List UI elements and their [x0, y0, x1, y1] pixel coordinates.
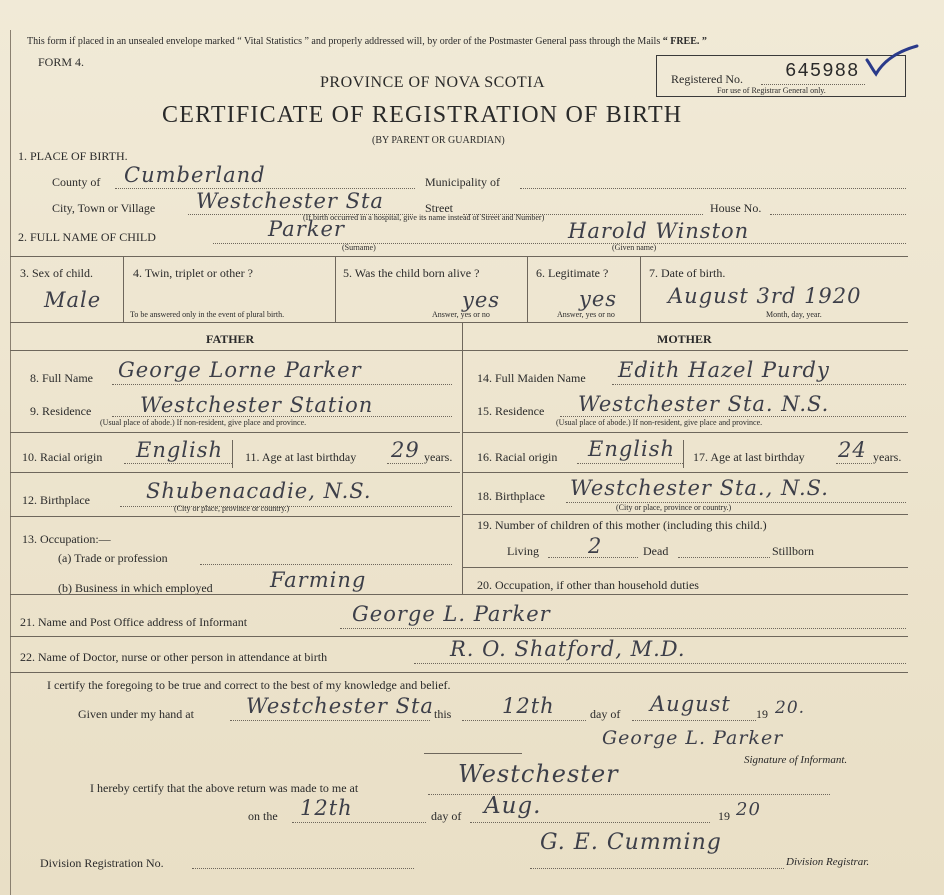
mother-rule-4 [462, 567, 908, 568]
child-given-name: Harold Winston [568, 219, 750, 243]
father-racial-line [124, 463, 232, 464]
registrar-dayof-label: day of [431, 809, 462, 823]
father-residence-caption: (Usual place of abode.) If non-resident, give place and province. [100, 418, 307, 427]
mother-racial-label: 16. Racial origin [477, 450, 558, 464]
living-label: Living [507, 544, 539, 558]
given-year-value: 20. [775, 698, 806, 718]
informant-line [340, 628, 906, 629]
registrar-signature: G. E. Cumming [540, 830, 722, 855]
given-place-line [230, 720, 430, 721]
business-value: Farming [270, 568, 367, 592]
dob-caption: Month, day, year. [766, 310, 822, 319]
dob-value: August 3rd 1920 [668, 284, 862, 308]
street-label: Street [425, 201, 453, 215]
stillborn-label: Stillborn [772, 544, 815, 558]
legitimate-caption: Answer, yes or no [557, 310, 615, 319]
business-label: (b) Business in which employed [58, 581, 213, 595]
mother-rule-2 [462, 472, 908, 473]
informant-label: 21. Name and Post Office address of Informant [20, 615, 248, 629]
mother-rule-1 [462, 432, 908, 433]
father-age-line [387, 463, 423, 464]
certificate-title: CERTIFICATE OF REGISTRATION OF BIRTH [162, 102, 683, 128]
city-value: Westchester Sta [196, 189, 384, 213]
doctor-value: R. O. Shatford, M.D. [450, 637, 686, 661]
father-birthplace-value: Shubenacadie, N.S. [146, 479, 372, 503]
father-racial-divider [232, 440, 233, 468]
registrar-year-value: 20 [736, 799, 761, 820]
informant-value: George L. Parker [352, 602, 551, 626]
row-bottom-rule [10, 322, 908, 323]
mother-residence-value: Westchester Sta. N.S. [578, 392, 830, 416]
col-rule-1 [123, 256, 124, 322]
mother-residence-caption: (Usual place of abode.) If non-resident, give place and province. [556, 418, 763, 427]
place-of-birth-label: 1. PLACE OF BIRTH. [18, 149, 128, 163]
division-registration-line [192, 868, 414, 869]
born-alive-caption: Answer, yes or no [432, 310, 490, 319]
child-name-line [213, 243, 906, 244]
hospital-note: (If birth occurred in a hospital, give its name instead of Street and Number) [303, 213, 545, 222]
mother-birthplace-value: Westchester Sta., N.S. [570, 476, 829, 500]
father-years: years. [424, 450, 453, 464]
doctor-rule [10, 672, 908, 673]
mother-name-line [612, 384, 906, 385]
postal-notice-free: “ FREE. ” [662, 36, 707, 47]
given-place-value: Westchester Sta [246, 694, 434, 718]
father-residence-value: Westchester Station [140, 393, 374, 417]
children-count-label: 19. Number of children of this mother (including this child.) [477, 518, 767, 532]
registered-line [761, 84, 865, 85]
mother-residence-label: 15. Residence [477, 404, 545, 418]
trade-label: (a) Trade or profession [58, 551, 168, 565]
twin-note: To be answered only in the event of plural birth. [130, 310, 285, 319]
father-age-label: 11. Age at last birthday [245, 450, 357, 464]
left-border [10, 30, 11, 895]
col-rule-4 [640, 256, 641, 322]
mother-rule-3 [462, 514, 908, 515]
heading-rule [10, 350, 908, 351]
mother-residence-line [560, 416, 906, 417]
mother-occupation-label: 20. Occupation, if other than household duties [477, 578, 699, 592]
col-rule-3 [527, 256, 528, 322]
registrar-month-value: Aug. [484, 793, 542, 819]
mother-heading: MOTHER [657, 332, 712, 346]
given-day-value: 12th [502, 694, 555, 718]
living-value: 2 [588, 534, 603, 558]
county-value: Cumberland [124, 163, 266, 187]
dead-label: Dead [643, 544, 669, 558]
dead-line [678, 557, 770, 558]
registrar-signature-line [530, 868, 784, 869]
mother-years: years. [873, 450, 902, 464]
given-month-line [632, 720, 756, 721]
father-birthplace-label: 12. Birthplace [22, 493, 90, 507]
informant-signature: George L. Parker [602, 727, 784, 749]
registrar-day-value: 12th [300, 796, 353, 820]
certificate-subtitle: (BY PARENT OR GUARDIAN) [372, 135, 505, 146]
mother-name-value: Edith Hazel Purdy [618, 358, 830, 382]
father-heading: FATHER [206, 332, 255, 346]
registrar-place-value: Westchester [458, 760, 619, 788]
born-alive-label: 5. Was the child born alive ? [343, 266, 480, 280]
short-rule [424, 753, 522, 754]
child-surname: Parker [268, 217, 345, 241]
county-label: County of [52, 175, 101, 189]
certify-statement: I certify the foregoing to be true and correct to the best of my knowledge and belief. [47, 678, 451, 692]
doctor-label: 22. Name of Doctor, nurse or other person in attendance at birth [20, 650, 328, 664]
form-number: FORM 4. [38, 55, 85, 69]
province-heading: PROVINCE OF NOVA SCOTIA [320, 74, 546, 91]
father-racial-value: English [136, 438, 224, 462]
registered-note: For use of Registrar General only. [717, 86, 826, 95]
row-top-rule [10, 256, 908, 257]
section-rule [10, 594, 908, 595]
postal-notice-text: This form if placed in an unsealed envelope marked “ Vital Statistics ” and properly addressed will, by order of the Postmaster General pass through the Mails [27, 36, 661, 47]
father-birthplace-caption: (City or place, province or country.) [174, 504, 290, 513]
child-name-label: 2. FULL NAME OF CHILD [18, 230, 156, 244]
trade-line [200, 564, 452, 565]
father-residence-label: 9. Residence [30, 404, 92, 418]
mother-name-label: 14. Full Maiden Name [477, 371, 586, 385]
center-divider [462, 322, 463, 594]
division-registrar-caption: Division Registrar. [786, 856, 870, 868]
registrar-statement: I hereby certify that the above return was made to me at [90, 781, 359, 795]
given-under-label: Given under my hand at [78, 707, 194, 721]
given-dayof-label: day of [590, 707, 621, 721]
doctor-line [414, 663, 906, 664]
given-year-prefix: 19 [756, 707, 768, 721]
mother-racial-line [577, 463, 683, 464]
father-age-value: 29 [391, 438, 420, 462]
registrar-month-line [470, 822, 710, 823]
mother-age-line [836, 463, 872, 464]
father-rule-3 [10, 516, 460, 517]
sex-value: Male [44, 288, 102, 312]
municipality-line [520, 188, 906, 189]
born-alive-value: yes [462, 288, 501, 312]
father-rule-2 [10, 472, 460, 473]
house-label: House No. [710, 201, 762, 215]
given-name-caption: (Given name) [612, 243, 657, 252]
mother-racial-divider [683, 440, 684, 468]
checkmark-icon [865, 44, 925, 84]
postal-notice [27, 35, 707, 49]
mother-age-label: 17. Age at last birthday [693, 450, 805, 464]
dob-label: 7. Date of birth. [649, 266, 726, 280]
registrar-on-label: on the [248, 809, 278, 823]
mother-birthplace-caption: (City or place, province or country.) [616, 503, 732, 512]
division-registration-label: Division Registration No. [40, 856, 164, 870]
registered-number-box [656, 55, 906, 97]
father-racial-label: 10. Racial origin [22, 450, 103, 464]
informant-signature-caption: Signature of Informant. [744, 754, 848, 766]
registrar-year-prefix: 19 [718, 809, 730, 823]
father-name-value: George Lorne Parker [118, 358, 362, 382]
surname-caption: (Surname) [342, 243, 376, 252]
given-month-value: August [650, 692, 731, 716]
father-name-label: 8. Full Name [30, 371, 93, 385]
mother-birthplace-label: 18. Birthplace [477, 489, 545, 503]
registered-number: 645988 [785, 60, 860, 82]
given-day-line [462, 720, 586, 721]
mother-age-value: 24 [838, 438, 867, 462]
father-name-line [112, 384, 452, 385]
legitimate-label: 6. Legitimate ? [536, 266, 609, 280]
legitimate-value: yes [579, 287, 618, 311]
occupation-label: 13. Occupation:— [22, 532, 111, 546]
twin-label: 4. Twin, triplet or other ? [133, 266, 253, 280]
father-rule-1 [10, 432, 460, 433]
col-rule-2 [335, 256, 336, 322]
sex-label: 3. Sex of child. [20, 266, 93, 280]
mother-racial-value: English [588, 437, 676, 461]
registrar-day-line [292, 822, 426, 823]
city-label: City, Town or Village [52, 201, 156, 215]
this-label: this [434, 707, 452, 721]
registered-label: Registered No. [671, 72, 743, 86]
house-line [770, 214, 906, 215]
municipality-label: Municipality of [425, 175, 500, 189]
